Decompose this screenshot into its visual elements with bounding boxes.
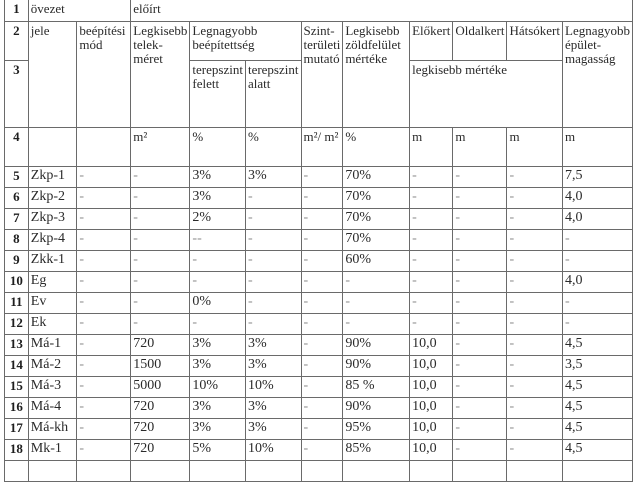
cell-elokert: -	[410, 230, 453, 251]
cell-szint: -	[301, 377, 343, 398]
unit-magassag: m	[563, 128, 633, 167]
cell-felett: 3%	[190, 398, 246, 419]
cell-magassag: -	[563, 230, 633, 251]
header-beepitesi-mod: beépítési mód	[77, 22, 131, 128]
cell-hatsokert: -	[507, 356, 563, 377]
cell-oldalkert: -	[453, 356, 507, 377]
table-row	[5, 230, 633, 251]
cell-telekmeret: 1500	[131, 356, 190, 377]
cell-zold: 85%	[343, 440, 410, 461]
cell-magassag: 3,5	[563, 356, 633, 377]
cell-jele: Mk-1	[28, 440, 77, 461]
cell-magassag: 4,0	[563, 272, 633, 293]
row-number: 17	[5, 419, 29, 440]
cell-zold: 70%	[343, 167, 410, 188]
cell-beepitesi_mod: -	[77, 440, 131, 461]
cell-hatsokert: -	[507, 398, 563, 419]
unit-empty	[77, 128, 131, 167]
cell-beepitesi_mod: -	[77, 335, 131, 356]
table-row	[5, 419, 633, 440]
cell-hatsokert: -	[507, 419, 563, 440]
cell-oldalkert: -	[453, 209, 507, 230]
row-number: 7	[5, 209, 29, 230]
cell-felett: 3%	[190, 419, 246, 440]
row-number: 18	[5, 440, 29, 461]
cell-elokert: -	[410, 272, 453, 293]
cell-magassag: 4,5	[563, 335, 633, 356]
cell-oldalkert: -	[453, 167, 507, 188]
cell-szint: -	[301, 272, 343, 293]
cell-jele: Ek	[28, 314, 77, 335]
cell-felett: 3%	[190, 167, 246, 188]
header-ovezet: övezet	[28, 0, 130, 22]
row-number: 3	[5, 61, 29, 128]
cell-alatt: -	[245, 272, 301, 293]
cell-magassag: 4,5	[563, 377, 633, 398]
cell-oldalkert: -	[453, 272, 507, 293]
cell-telekmeret: -	[131, 314, 190, 335]
cell-beepitesi_mod: -	[77, 230, 131, 251]
cell-hatsokert: -	[507, 209, 563, 230]
cell-elokert: -	[410, 209, 453, 230]
cell-hatsokert: -	[507, 230, 563, 251]
cell-oldalkert: -	[453, 419, 507, 440]
unit-alatt: %	[245, 128, 301, 167]
cell-beepitesi_mod: -	[77, 209, 131, 230]
cell-jele: Má-3	[28, 377, 77, 398]
cell-alatt: 10%	[245, 377, 301, 398]
cell-magassag: 4,5	[563, 398, 633, 419]
cell-oldalkert: -	[453, 440, 507, 461]
cell-beepitesi_mod: -	[77, 314, 131, 335]
cell-oldalkert: -	[453, 188, 507, 209]
unit-empty	[28, 128, 77, 167]
cell-telekmeret: -	[131, 230, 190, 251]
table-row	[5, 188, 633, 209]
unit-elokert: m	[410, 128, 453, 167]
cell-magassag: -	[563, 293, 633, 314]
cell-oldalkert: -	[453, 293, 507, 314]
cell-magassag: 4,5	[563, 440, 633, 461]
cell-elokert: -	[410, 314, 453, 335]
cell-zold: 70%	[343, 209, 410, 230]
cell-magassag: 4,0	[563, 209, 633, 230]
cell-zold: -	[343, 293, 410, 314]
cell-alatt: 3%	[245, 335, 301, 356]
cell-magassag: 4,0	[563, 188, 633, 209]
cell-zold: -	[343, 272, 410, 293]
header-terepszint-felett: terepszint felett	[190, 61, 246, 128]
cell-jele: Má-4	[28, 398, 77, 419]
cell-zold: 60%	[343, 251, 410, 272]
cell-felett: --	[190, 230, 246, 251]
cell-oldalkert: -	[453, 230, 507, 251]
cell-hatsokert: -	[507, 377, 563, 398]
table-row	[5, 314, 633, 335]
row-number: 14	[5, 356, 29, 377]
cell-jele: Má-kh	[28, 419, 77, 440]
header-elokert: Előkert	[410, 22, 453, 61]
cell-telekmeret: 720	[131, 398, 190, 419]
row-number: 4	[5, 128, 29, 167]
header-oldalkert: Oldalkert	[453, 22, 507, 61]
unit-felett: %	[190, 128, 246, 167]
cell-elokert: 10,0	[410, 377, 453, 398]
cell-felett: -	[190, 251, 246, 272]
cell-szint: -	[301, 398, 343, 419]
cell-jele: Eg	[28, 272, 77, 293]
cell-alatt: 10%	[245, 440, 301, 461]
unit-telek: m²	[131, 128, 190, 167]
cell-hatsokert: -	[507, 293, 563, 314]
header-hatsokert: Hátsókert	[507, 22, 563, 61]
cell-oldalkert: -	[453, 377, 507, 398]
cell-elokert: -	[410, 293, 453, 314]
cell-alatt: -	[245, 230, 301, 251]
cell-beepitesi_mod: -	[77, 419, 131, 440]
header-legnagyobb-epuletmagassag: Legnagyobb épület-magasság	[563, 22, 633, 128]
cell-jele: Zkp-1	[28, 167, 77, 188]
cell-telekmeret: -	[131, 251, 190, 272]
cell-oldalkert: -	[453, 398, 507, 419]
table-body	[5, 167, 633, 461]
row-number: 16	[5, 398, 29, 419]
cell-hatsokert: -	[507, 314, 563, 335]
cell-beepitesi_mod: -	[77, 188, 131, 209]
cell-telekmeret: 720	[131, 440, 190, 461]
cell-telekmeret: 5000	[131, 377, 190, 398]
cell-szint: -	[301, 167, 343, 188]
cell-elokert: -	[410, 251, 453, 272]
cell-alatt: -	[245, 314, 301, 335]
zoning-regulation-table	[4, 0, 633, 482]
table-row	[5, 272, 633, 293]
cell-zold: 95%	[343, 419, 410, 440]
cell-jele: Zkk-1	[28, 251, 77, 272]
cell-felett: -	[190, 272, 246, 293]
cell-elokert: 10,0	[410, 356, 453, 377]
cell-felett: 3%	[190, 335, 246, 356]
cell-hatsokert: -	[507, 440, 563, 461]
header-row-units	[5, 128, 633, 167]
cell-telekmeret: 720	[131, 335, 190, 356]
cell-hatsokert: -	[507, 167, 563, 188]
cell-szint: -	[301, 230, 343, 251]
cell-alatt: -	[245, 188, 301, 209]
cell-telekmeret: -	[131, 293, 190, 314]
table-row-partial	[5, 461, 633, 482]
header-row-1	[5, 0, 633, 22]
cell-alatt: 3%	[245, 398, 301, 419]
cell-alatt: 3%	[245, 167, 301, 188]
cell-beepitesi_mod: -	[77, 377, 131, 398]
cell-elokert: -	[410, 188, 453, 209]
cell-hatsokert: -	[507, 335, 563, 356]
table-row	[5, 335, 633, 356]
cell-szint: -	[301, 251, 343, 272]
cell-szint: -	[301, 419, 343, 440]
cell-elokert: 10,0	[410, 440, 453, 461]
cell-oldalkert: -	[453, 335, 507, 356]
cell-zold: 90%	[343, 398, 410, 419]
header-jele: jele	[28, 22, 77, 128]
header-legnagyobb-beepitettseg: Legnagyobb beépítettség	[190, 22, 301, 61]
cell-oldalkert: -	[453, 251, 507, 272]
cell-telekmeret: 720	[131, 419, 190, 440]
table-row	[5, 251, 633, 272]
cell-telekmeret: -	[131, 272, 190, 293]
table-row	[5, 209, 633, 230]
cell-szint: -	[301, 440, 343, 461]
cell-felett: 2%	[190, 209, 246, 230]
cell-magassag: 7,5	[563, 167, 633, 188]
cell-hatsokert: -	[507, 272, 563, 293]
header-row-2	[5, 22, 633, 61]
cell-beepitesi_mod: -	[77, 293, 131, 314]
cell-beepitesi_mod: -	[77, 251, 131, 272]
table-row	[5, 377, 633, 398]
row-number: 6	[5, 188, 29, 209]
cell-magassag: 4,5	[563, 419, 633, 440]
cell-szint: -	[301, 335, 343, 356]
unit-oldalkert: m	[453, 128, 507, 167]
cell-felett: 0%	[190, 293, 246, 314]
cell-beepitesi_mod: -	[77, 356, 131, 377]
cell-felett: 3%	[190, 356, 246, 377]
cell-zold: 90%	[343, 335, 410, 356]
cell-zold: 85 %	[343, 377, 410, 398]
cell-zold: -	[343, 314, 410, 335]
cell-szint: -	[301, 356, 343, 377]
row-number: 13	[5, 335, 29, 356]
cell-oldalkert: -	[453, 314, 507, 335]
row-number: 1	[5, 0, 29, 22]
header-legkisebb-telekmeret: Legkisebb telek-méret	[131, 22, 190, 128]
cell-magassag: -	[563, 251, 633, 272]
unit-szint: m²/ m²	[301, 128, 343, 167]
cell-alatt: -	[245, 251, 301, 272]
cell-zold: 90%	[343, 356, 410, 377]
cell-beepitesi_mod: -	[77, 272, 131, 293]
cell-beepitesi_mod: -	[77, 167, 131, 188]
cell-alatt: 3%	[245, 356, 301, 377]
cell-telekmeret: -	[131, 188, 190, 209]
header-eloirt: előírt	[131, 0, 633, 22]
cell-elokert: 10,0	[410, 398, 453, 419]
cell-jele: Zkp-2	[28, 188, 77, 209]
cell-beepitesi_mod: -	[77, 398, 131, 419]
header-szint-teruleti-mutato: Szint-területi mutató	[301, 22, 343, 128]
cell-hatsokert: -	[507, 251, 563, 272]
header-terepszint-alatt: terepszint alatt	[245, 61, 301, 128]
cell-zold: 70%	[343, 230, 410, 251]
row-number: 2	[5, 22, 29, 61]
row-number: 5	[5, 167, 29, 188]
cell-elokert: -	[410, 167, 453, 188]
cell-alatt: -	[245, 293, 301, 314]
table-row	[5, 167, 633, 188]
cell-jele: Zkp-3	[28, 209, 77, 230]
cell-szint: -	[301, 209, 343, 230]
cell-felett: 3%	[190, 188, 246, 209]
cell-alatt: -	[245, 209, 301, 230]
cell-zold: 70%	[343, 188, 410, 209]
unit-hatsokert: m	[507, 128, 563, 167]
cell-jele: Má-2	[28, 356, 77, 377]
table-row	[5, 293, 633, 314]
cell-szint: -	[301, 293, 343, 314]
table-row	[5, 440, 633, 461]
row-number: 11	[5, 293, 29, 314]
cell-felett: -	[190, 314, 246, 335]
cell-hatsokert: -	[507, 188, 563, 209]
cell-telekmeret: -	[131, 209, 190, 230]
table-row	[5, 398, 633, 419]
cell-felett: 5%	[190, 440, 246, 461]
unit-zold: %	[343, 128, 410, 167]
row-number: 9	[5, 251, 29, 272]
row-number: 8	[5, 230, 29, 251]
cell-elokert: 10,0	[410, 419, 453, 440]
row-number: 10	[5, 272, 29, 293]
cell-jele: Zkp-4	[28, 230, 77, 251]
header-legkisebb-zoldfelulet: Legkisebb zöldfelület mértéke	[343, 22, 410, 128]
cell-elokert: 10,0	[410, 335, 453, 356]
row-number: 12	[5, 314, 29, 335]
cell-szint: -	[301, 188, 343, 209]
cell-telekmeret: -	[131, 167, 190, 188]
cell-szint: -	[301, 314, 343, 335]
cell-jele: Ev	[28, 293, 77, 314]
cell-alatt: 3%	[245, 419, 301, 440]
cell-magassag: -	[563, 314, 633, 335]
row-number: 15	[5, 377, 29, 398]
table-row	[5, 356, 633, 377]
cell-felett: 10%	[190, 377, 246, 398]
header-legkisebb-merteke: legkisebb mértéke	[410, 61, 563, 128]
cell-jele: Má-1	[28, 335, 77, 356]
